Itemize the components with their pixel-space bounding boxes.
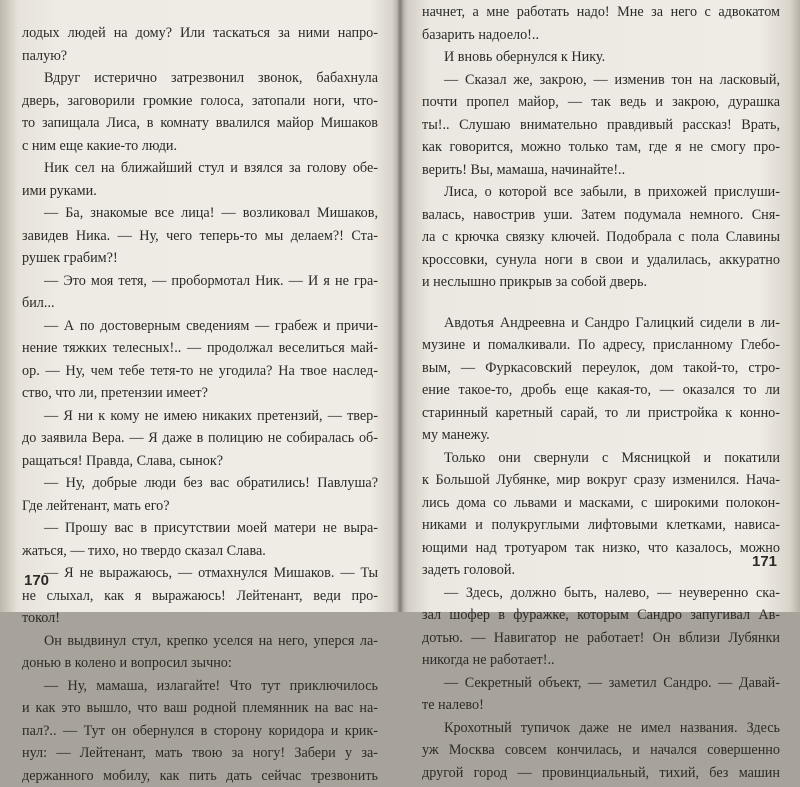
text-line: И вновь обернулся к Нику.: [422, 46, 780, 69]
text-line: дверь, заговорили громкие голоса, затопали ноги, что-: [22, 90, 378, 113]
text-line: лодых людей на дому? Или таскаться за ними напро-: [22, 22, 378, 45]
text-line: Лиса, о которой все забыли, в прихожей прислуши-: [422, 181, 780, 204]
text-line: — Я ни к кому не имею никаких претензий, — твер-: [22, 405, 378, 428]
text-line: ение такое-то, дробь еще какая-то, — оказался то ли: [422, 379, 780, 402]
text-line: ство, что ли, претензии имеет?: [22, 382, 378, 405]
text-line: палую?: [22, 45, 378, 68]
text-line: держанного мобилу, как пить дать сейчас трезвонить: [22, 765, 378, 787]
text-line: музине и помалкивали. По адресу, присланному Глебо-: [422, 334, 780, 357]
text-line: рушек грабим?!: [22, 247, 378, 270]
text-line: жаться, — тихо, но твердо сказал Слава.: [22, 540, 378, 563]
text-line: токол!: [22, 607, 378, 630]
text-line: и как это вышло, что ваш родной племянник на вас на-: [22, 697, 378, 720]
text-line: верить! Вы, мамаша, начинайте!..: [422, 159, 780, 182]
right-page: [422, 1, 780, 784]
text-line: базарить надоело!..: [422, 24, 780, 47]
text-line: завидев Ника. — Ну, чего теперь-то мы делаем?! Ста-: [22, 225, 378, 248]
text-line: Ник сел на ближайший стул и взялся за голову обе-: [22, 157, 378, 180]
text-line: Где лейтенант, мать его?: [22, 495, 378, 518]
text-line: старинный каретный сарай, то ли пристройка к конно-: [422, 402, 780, 425]
text-line: донью в колено и вопросил зычно:: [22, 652, 378, 675]
text-line: Он выдвинул стул, крепко уселся на него, уперся ла-: [22, 630, 378, 653]
text-line: как говорится, можно только там, где я не смогу про-: [422, 136, 780, 159]
text-line: му манежу.: [422, 424, 780, 447]
text-line: — Прошу вас в присутствии моей матери не выра-: [22, 517, 378, 540]
text-line: — Это моя тетя, — пробормотал Ник. — И я не гра-: [22, 270, 378, 293]
text-line: ор. — Ну, чем тебе тетя-то не угодила? На твое наслед-: [22, 360, 378, 383]
text-line: вым, — Фуркасовский переулок, дом такой-то, стро-: [422, 357, 780, 380]
text-line: то запищала Лиса, в комнату ввалился майор Мишаков: [22, 112, 378, 135]
page-number-right: 171: [752, 553, 777, 570]
text-line: ращаться! Правда, Слава, сынок?: [22, 450, 378, 473]
text-line: те налево!: [422, 694, 780, 717]
page-number-left: 170: [24, 572, 49, 589]
text-line: начнет, а мне работать надо! Мне за него с адвокатом: [422, 1, 780, 24]
text-line: Крохотный тупичок даже не имел названия. Здесь: [422, 717, 780, 740]
text-line: — Ба, знакомые все лица! — возликовал Мишаков,: [22, 202, 378, 225]
text-line: — Секретный объект, — заметил Сандро. — Давай-: [422, 672, 780, 695]
text-line: к Большой Лубянке, мир вокруг сразу изменился. Нача-: [422, 469, 780, 492]
text-line: пал?.. — Тут он обернулся в сторону коридора и крик-: [22, 720, 378, 743]
text-line: до заявила Вера. — Я даже в полицию не собиралась об-: [22, 427, 378, 450]
text-line: почти пропел майор, — так ведь и закрою, дурашка: [422, 91, 780, 114]
book-gutter: [392, 0, 408, 612]
left-page: [22, 22, 378, 787]
section-break: [422, 294, 780, 312]
text-line: задеть головой.: [422, 559, 780, 582]
text-line: — Я не выражаюсь, — отмахнулся Мишаков. — Ты: [22, 562, 378, 585]
text-line: ты!.. Слушаю внимательно правдивый рассказ! Врать,: [422, 114, 780, 137]
text-line: — Сказал же, закрою, — изменив тон на ласковый,: [422, 69, 780, 92]
text-line: кроссовки, сунула ноги в свои и удалилась, аккуратно: [422, 249, 780, 272]
text-line: уж Москва совсем кончилась, и начался совершенно: [422, 739, 780, 762]
text-line: никогда не работает!..: [422, 649, 780, 672]
text-line: с ним еще какие-то люди.: [22, 135, 378, 158]
text-line: лись дома со львами и масками, с широкими полокон-: [422, 492, 780, 515]
text-line: никами и полукруглыми лифтовыми клетками, нависа-: [422, 514, 780, 537]
text-line: — Ну, добрые люди без вас обратились! Павлуша?: [22, 472, 378, 495]
text-line: и неслышно прикрыв за собой дверь.: [422, 271, 780, 294]
text-line: не слыхал, как я выражаюсь! Лейтенант, веди про-: [22, 585, 378, 608]
text-line: валась, навострив уши. Затем подумала немного. Сня-: [422, 204, 780, 227]
text-line: дотью. — Навигатор не работает! Он вблизи Лубянки: [422, 627, 780, 650]
text-line: нул: — Лейтенант, мать твою за ногу! Забери у за-: [22, 742, 378, 765]
text-line: — Ну, мамаша, излагайте! Что тут приключилось: [22, 675, 378, 698]
text-line: зал шофер в фуражке, которым Сандро запугивал Ав-: [422, 604, 780, 627]
text-line: ла с крючка связку ключей. Подобрала с пола Славины: [422, 226, 780, 249]
text-line: ющими над тротуаром так низко, что казалось, можно: [422, 537, 780, 560]
text-line: — А по достоверным сведениям — грабеж и причи-: [22, 315, 378, 338]
text-line: Авдотья Андреевна и Сандро Галицкий сидели в ли-: [422, 312, 780, 335]
text-line: нение тяжких телесных!.. — продолжал веселиться май-: [22, 337, 378, 360]
text-line: бил...: [22, 292, 378, 315]
text-line: Только они свернули с Мясницкой и покатили: [422, 447, 780, 470]
text-line: — Здесь, должно быть, налево, — неуверенно ска-: [422, 582, 780, 605]
text-line: ими руками.: [22, 180, 378, 203]
text-line: другой город — провинциальный, тихий, без машин: [422, 762, 780, 785]
text-line: Вдруг истерично затрезвонил звонок, бабахнула: [22, 67, 378, 90]
